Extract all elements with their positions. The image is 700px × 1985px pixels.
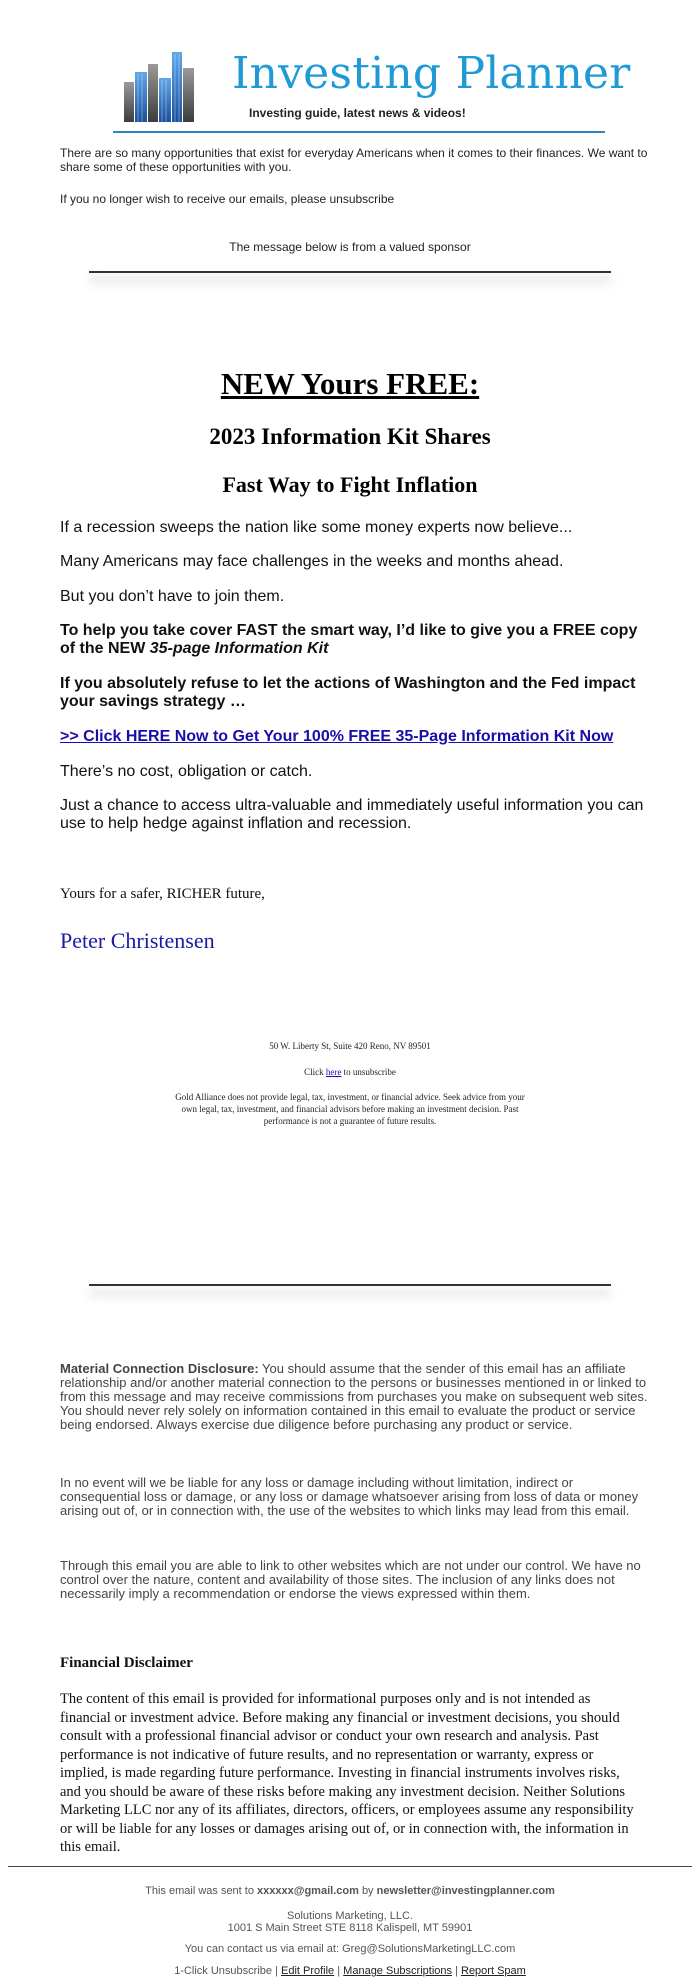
free-copy-emphasis: 35-page Information Kit: [149, 640, 329, 657]
sent-to-line: [0, 1885, 700, 1898]
ad-paragraph-free-copy: [60, 622, 650, 658]
ad-paragraph-challenges: Many Americans may face challenges in the weeks and months ahead.: [60, 553, 564, 570]
recipient-email: xxxxxx@gmail.com: [257, 1885, 359, 1897]
ad-paragraph-no-cost: There’s no cost, obligation or catch.: [60, 763, 313, 780]
signature-name: Peter Christensen: [60, 928, 215, 953]
sent-by: by: [361, 1885, 374, 1897]
brand-title: Investing Planner: [232, 48, 631, 99]
ad-paragraph-chance: Just a chance to access ultra-valuable and immediately useful information you can use to help hedge against inflation and recession.: [60, 797, 644, 832]
mcd-text: You should assume that the sender of this email has an affiliate relationship and/or another material connection to the persons or businesses mentioned in or linked to from this message and may receive commissions from purchases you make on subsequent web sites. You should never rely solely on information contained in this email to evaluate the product or service being endorsed. Always exercise due diligence before purchasing any product or service.: [60, 1361, 648, 1432]
sponsor-unsubscribe-link[interactable]: here: [325, 1067, 342, 1077]
company-address: 1001 S Main Street STE 8118 Kalispell, MT 59901: [227, 1922, 473, 1934]
separator: |: [455, 1965, 458, 1977]
edit-profile-link[interactable]: Edit Profile: [280, 1965, 335, 1977]
one-click-unsubscribe[interactable]: 1-Click Unsubscribe: [174, 1965, 272, 1977]
report-spam-link[interactable]: Report Spam: [461, 1965, 526, 1977]
ad-cta-line: [60, 728, 650, 746]
ad-paragraph-dont-join: But you don’t have to join them.: [60, 588, 285, 605]
ad-headline: NEW Yours FREE:: [220, 366, 480, 401]
sponsor-note: The message below is from a valued sponsor: [229, 240, 471, 254]
sent-prefix: This email was sent to: [145, 1885, 254, 1897]
contact-line: You can contact us via email at: Greg@SolutionsMarketingLLC.com: [184, 1943, 516, 1955]
footer-links: [0, 1965, 700, 1978]
external-links-disclosure: Through this email you are able to link to other websites which are not under our control. We have no control over the nature, content and availability of those sites. The inclusion of any links does not necessarily imply a recommendation or endorse the views expressed within them.: [60, 1558, 641, 1601]
sponsor-legal-notice: Gold Alliance does not provide legal, tax, investment, or financial advice. Seek advice from your own legal, tax, investment, and financial advisors before making an investment decision. Past performance is not a guarantee of future results.: [175, 1092, 525, 1126]
brand-tagline: Investing guide, latest news & videos!: [249, 106, 466, 120]
financial-disclaimer-text: The content of this email is provided for informational purposes only and is not intended as financial or investment advice. Before making any financial or investment decisions, you should consult with a professional financial advisor or conduct your own research and analysis. Past performance is not indicative of future results, and no representation or warranty, express or implied, is made regarding future performance. Investing in financial instruments involves risks, and you should be aware of these risks before making any investment decision. Neither Solutions Marketing LLC nor any of its affiliates, directors, officers, or employees assume any responsibility or will be liable for any losses or damages arising out of, or in connection with, the information in this email.: [60, 1691, 634, 1855]
material-connection-disclosure: [60, 1362, 650, 1432]
bottom-divider: [89, 1284, 611, 1286]
sign-off: Yours for a safer, RICHER future,: [60, 886, 265, 902]
sender-email: newsletter@investingplanner.com: [376, 1885, 555, 1897]
top-divider: [89, 271, 611, 273]
liability-disclosure: In no event will we be liable for any loss or damage including without limitation, indirect or consequential loss or damage, or any loss or damage whatsoever arising from loss of data or money arising out of, or in connection with, the use of the websites to which links may lead from this email.: [60, 1475, 639, 1518]
header-divider: [113, 131, 605, 133]
ad-paragraph-refuse: If you absolutely refuse to let the actions of Washington and the Fed impact your savings strategy …: [60, 675, 636, 710]
company-name: Solutions Marketing, LLC.: [287, 1910, 413, 1922]
footer-divider: [8, 1866, 692, 1867]
financial-disclaimer-title: Financial Disclaimer: [60, 1655, 193, 1671]
unsubscribe-link[interactable]: unsubscribe: [329, 192, 395, 206]
unsubscribe-prefix: If you no longer wish to receive our emails, please: [60, 192, 327, 206]
ad-subhead-inflation: Fast Way to Fight Inflation: [222, 472, 478, 497]
unsubscribe-line: [60, 192, 650, 206]
mcd-label: Material Connection Disclosure:: [60, 1361, 259, 1376]
sponsor-unsubscribe-line: [160, 1066, 540, 1078]
intro-text: There are so many opportunities that exist for everyday Americans when it comes to their finances. We want to share some of these opportunities with you.: [60, 146, 648, 174]
separator: |: [275, 1965, 278, 1977]
ad-paragraph-recession: If a recession sweeps the nation like some money experts now believe...: [60, 519, 573, 536]
ad-subhead-kit: 2023 Information Kit Shares: [209, 424, 491, 449]
sponsor-address: 50 W. Liberty St, Suite 420 Reno, NV 89501: [269, 1041, 431, 1051]
ad-cta-link[interactable]: >> Click HERE Now to Get Your 100% FREE 35-Page Information Kit Now: [60, 728, 614, 745]
free-copy-text: To help you take cover FAST the smart way, I’d like to give you a FREE copy of the NEW: [60, 622, 638, 657]
buildings-logo-icon: [122, 52, 198, 122]
separator: |: [337, 1965, 341, 1977]
sponsor-click-prefix: Click: [304, 1067, 324, 1077]
sponsor-click-suffix: to unsubscribe: [343, 1067, 396, 1077]
manage-subscriptions-link[interactable]: Manage Subscriptions: [343, 1965, 453, 1977]
